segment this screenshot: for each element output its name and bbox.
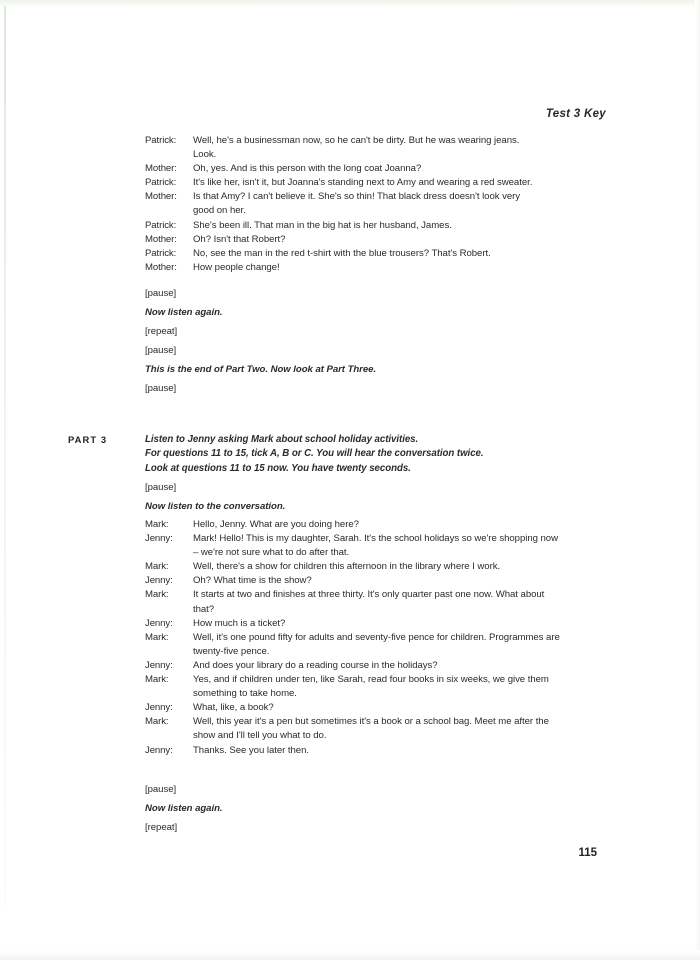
cue-marker: [repeat] <box>145 325 178 337</box>
speech-text: Hello, Jenny. What are you doing here? <box>193 519 359 530</box>
dialogue-turn <box>0 715 700 743</box>
speech-text: Well, he's a businessman now, so he can't be dirty. But he was wearing jeans. Look. <box>193 135 520 161</box>
speaker-label: Jenny: <box>145 533 173 545</box>
cue-marker: [pause] <box>145 382 177 394</box>
dialogue-turn <box>0 588 700 616</box>
dialogue-turn <box>0 744 700 758</box>
speaker-label: Mark: <box>145 716 169 728</box>
cue-marker: [repeat] <box>145 822 178 833</box>
speaker-label: Mark: <box>145 561 169 573</box>
speech-text: Well, there's a show for children this afternoon in the library where I work. <box>193 561 501 573</box>
speech-text: Oh, yes. And is this person with the long coat Joanna? <box>193 163 422 175</box>
part-three-transcript <box>0 518 700 758</box>
dialogue-turn <box>0 574 700 588</box>
instruction-line: For questions 11 to 15, tick A, B or C. You will hear the conversation twice. <box>145 448 484 460</box>
speech-text: It starts at two and finishes at three thirty. It's only quarter past one now. What about that? <box>193 589 545 615</box>
instruction-line: Listen to Jenny asking Mark about school holiday activities. <box>145 434 419 445</box>
speaker-label: Mark: <box>145 519 169 530</box>
speaker-label: Patrick: <box>145 219 177 231</box>
dialogue-turn <box>0 247 700 261</box>
speaker-label: Mark: <box>145 589 169 601</box>
speech-text: She's been ill. That man in the big hat is her husband, James. <box>193 219 452 231</box>
dialogue-turn <box>0 233 700 247</box>
dialogue-turn <box>0 701 700 715</box>
dialogue-turn <box>0 219 700 233</box>
part-three-intro-cues <box>0 478 700 516</box>
cue-marker: [pause] <box>145 344 177 356</box>
dialogue-turn <box>0 162 700 176</box>
dialogue-turn <box>0 532 700 560</box>
speaker-label: Mark: <box>145 674 169 686</box>
speaker-label: Jenny: <box>145 659 173 671</box>
spacer <box>0 275 700 284</box>
dialogue-turn <box>0 261 700 275</box>
cue-marker: [pause] <box>145 784 177 795</box>
dialogue-turn <box>0 659 700 673</box>
speech-text: How much is a ticket? <box>193 617 286 629</box>
speaker-label: Jenny: <box>145 702 173 714</box>
part-three-label: PART 3 <box>68 434 108 445</box>
part-three-closing-cues <box>0 780 700 837</box>
speaker-label: Patrick: <box>145 135 177 146</box>
speech-text: What, like, a book? <box>193 702 274 714</box>
speech-text: Thanks. See you later then. <box>193 744 309 756</box>
dialogue-turn <box>0 190 700 218</box>
page-header-title: Test 3 Key <box>545 108 606 120</box>
speech-text: Well, it's one pound fifty for adults and seventy-five pence for children. Programmes are twenty-five pence. <box>193 631 560 657</box>
dialogue-turn <box>0 617 700 631</box>
dialogue-turn <box>0 560 700 574</box>
stage-direction: This is the end of Part Two. Now look at Part Three. <box>145 363 377 375</box>
speech-text: Well, this year it's a pen but sometimes it's a book or a school bag. Meet me after the show and I'll tell you what to do. <box>193 716 549 742</box>
part-three-heading-block <box>0 433 700 476</box>
speaker-label: Jenny: <box>145 617 173 629</box>
dialogue-turn <box>0 673 700 701</box>
part-three-instructions <box>145 433 545 476</box>
speech-text: It's like her, isn't it, but Joanna's standing next to Amy and wearing a red sweater. <box>193 177 533 189</box>
stage-direction: Now listen again. <box>145 306 223 318</box>
speech-text: Mark! Hello! This is my daughter, Sarah. It's the school holidays so we're shopping now – we're not sure what to do after that. <box>193 533 558 559</box>
dialogue-turn <box>0 134 700 162</box>
speaker-label: Mother: <box>145 261 177 273</box>
speaker-label: Mother: <box>145 233 177 245</box>
page-number: 115 <box>578 847 597 859</box>
instruction-line: Look at questions 11 to 15 now. You have twenty seconds. <box>145 462 411 474</box>
speech-text: No, see the man in the red t-shirt with the blue trousers? That's Robert. <box>193 247 491 259</box>
speaker-label: Jenny: <box>145 575 173 587</box>
speech-text: And does your library do a reading course in the holidays? <box>193 659 438 671</box>
speech-text: Is that Amy? I can't believe it. She's so thin! That black dress doesn't look very good on her. <box>193 191 521 217</box>
dialogue-turn <box>0 631 700 659</box>
speaker-label: Mother: <box>145 191 177 203</box>
stage-direction: Now listen to the conversation. <box>145 501 286 512</box>
speaker-label: Patrick: <box>145 177 177 189</box>
speaker-label: Mother: <box>145 163 177 175</box>
speech-text: Oh? What time is the show? <box>193 575 312 587</box>
stage-direction: Now listen again. <box>145 803 223 814</box>
speaker-label: Jenny: <box>145 744 173 756</box>
speaker-label: Mark: <box>145 631 169 643</box>
speech-text: How people change! <box>193 261 280 273</box>
speech-text: Oh? Isn't that Robert? <box>193 233 286 245</box>
dialogue-turn <box>0 176 700 190</box>
part-two-transcript <box>0 134 700 398</box>
cue-marker: [pause] <box>145 287 177 299</box>
speech-text: Yes, and if children under ten, like Sarah, read four books in six weeks, we give them something to take home. <box>193 674 549 700</box>
dialogue-turn <box>0 518 700 532</box>
speaker-label: Patrick: <box>145 247 177 259</box>
cue-marker: [pause] <box>145 482 177 493</box>
